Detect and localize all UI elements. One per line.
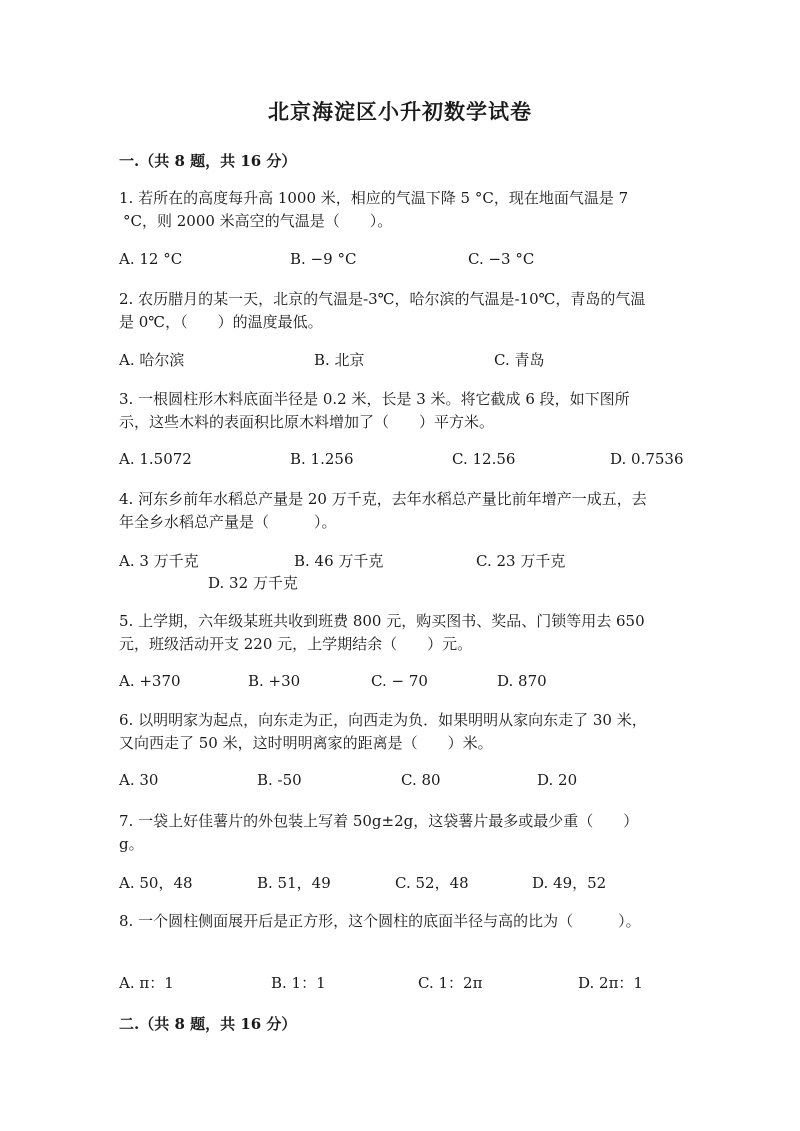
question-2-line-1: 2. 农历腊月的某一天，北京的气温是-3℃，哈尔滨的气温是-10℃，青岛的气温 [119,290,646,308]
question-7-line-1: 7. 一袋上好佳薯片的外包装上写着 50g±2g，这袋薯片最多或最少重（ ） [119,812,639,830]
question-8-option-a[interactable]: A. π：1 [119,974,174,992]
question-2-option-c[interactable]: C. 青岛 [494,351,545,369]
question-6-option-a[interactable]: A. 30 [119,771,159,789]
question-6-line-2: 又向西走了 50 米，这时明明离家的距离是（ ）米。 [119,734,493,752]
question-7-option-c[interactable]: C. 52，48 [395,874,469,892]
question-2-option-b[interactable]: B. 北京 [314,351,365,369]
question-3-line-2: 示，这些木料的表面积比原木料增加了（ ）平方米。 [119,413,495,431]
question-5-option-c[interactable]: C. − 70 [371,672,428,690]
question-5-option-d[interactable]: D. 870 [497,672,547,690]
question-8-line-1: 8. 一个圆柱侧面展开后是正方形，这个圆柱的底面半径与高的比为（ ）。 [119,912,641,930]
section-heading-2: 二.（共 8 题，共 16 分） [119,1015,297,1033]
question-5-option-a[interactable]: A. +370 [119,672,181,690]
question-7-option-d[interactable]: D. 49，52 [532,874,607,892]
question-1-line-1: 1. 若所在的高度每升高 1000 米，相应的气温下降 5 °C，现在地面气温是 7 [119,189,629,207]
question-5-line-1: 5. 上学期，六年级某班共收到班费 800 元，购买图书、奖品、门锁等用去 650 [119,612,645,630]
question-4-line-1: 4. 河东乡前年水稻总产量是 20 万千克，去年水稻总产量比前年增产一成五，去 [119,490,647,508]
question-1-option-a[interactable]: A. 12 °C [119,250,183,268]
question-5-stem [119,610,679,656]
question-2-option-a[interactable]: A. 哈尔滨 [119,351,185,369]
question-8-option-d[interactable]: D. 2π：1 [578,974,643,992]
question-6-line-1: 6. 以明明家为起点，向东走为正，向西走为负．如果明明从家向东走了 30 米， [119,711,647,729]
question-6-option-c[interactable]: C. 80 [401,771,441,789]
question-2-stem [119,288,679,334]
question-3-option-a[interactable]: A. 1.5072 [119,450,192,468]
question-4-option-a[interactable]: A. 3 万千克 [119,552,199,570]
question-3-option-c[interactable]: C. 12.56 [452,450,516,468]
question-7-option-b[interactable]: B. 51，49 [257,874,331,892]
question-1-line-2: °C，则 2000 米高空的气温是（ ）。 [123,212,393,230]
question-3-option-d[interactable]: D. 0.7536 [610,450,684,468]
question-1-stem [119,187,679,233]
page-title: 北京海淀区小升初数学试卷 [268,99,532,124]
question-6-stem [119,709,679,755]
question-4-option-b[interactable]: B. 46 万千克 [294,552,384,570]
question-8-option-b[interactable]: B. 1：1 [271,974,326,992]
question-3-line-1: 3. 一根圆柱形木料底面半径是 0.2 米，长是 3 米。将它截成 6 段，如下图所 [119,390,630,408]
question-8-option-c[interactable]: C. 1：2π [418,974,483,992]
question-4-line-2: 年全乡水稻总产量是（ ）。 [119,513,337,531]
question-5-option-b[interactable]: B. +30 [248,672,301,690]
question-3-stem [119,388,679,434]
question-1-option-b[interactable]: B. −9 °C [290,250,357,268]
question-7-option-a[interactable]: A. 50，48 [119,874,193,892]
question-5-line-2: 元，班级活动开支 220 元，上学期结余（ ）元。 [119,635,473,653]
section-heading-1: 一.（共 8 题，共 16 分） [119,152,297,170]
question-7-line-2: g。 [119,835,144,853]
question-6-option-d[interactable]: D. 20 [537,771,578,789]
question-4-option-c[interactable]: C. 23 万千克 [476,552,566,570]
question-8-stem [119,910,679,933]
question-1-option-c[interactable]: C. −3 °C [468,250,535,268]
question-7-stem [119,810,679,856]
question-2-line-2: 是 0℃，（ ）的温度最低。 [119,313,323,331]
question-3-option-b[interactable]: B. 1.256 [290,450,354,468]
question-4-stem [119,488,679,534]
question-4-option-d[interactable]: D. 32 万千克 [208,574,298,592]
question-6-option-b[interactable]: B. -50 [257,771,302,789]
